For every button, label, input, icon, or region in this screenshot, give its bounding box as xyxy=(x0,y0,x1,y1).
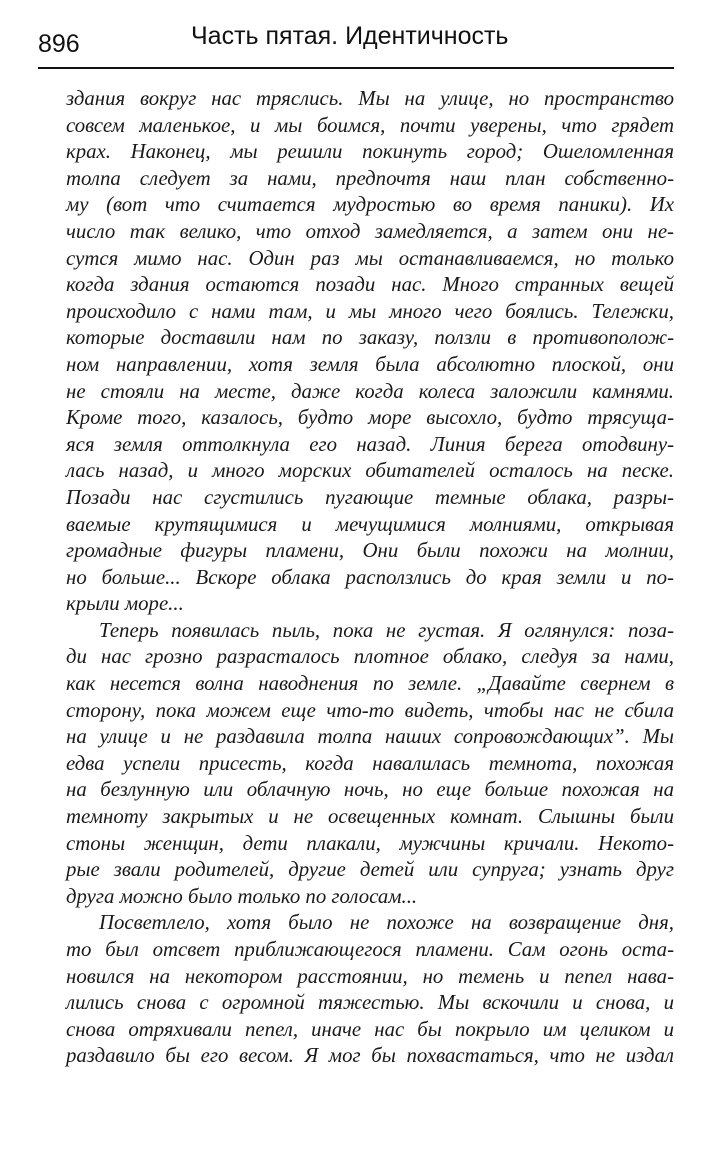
paragraph xyxy=(66,618,674,911)
text-line: не стояли на месте, даже когда колеса заложили камнями. xyxy=(66,379,674,403)
text-line: му (вот что считается мудростью во время паники). Их xyxy=(66,193,674,217)
text-line: Теперь появилась пыль, пока не густая. Я оглянулся: поза- xyxy=(99,618,674,642)
text-line: на улице и не раздавила толпа наших сопровождающих”. Мы xyxy=(66,725,674,749)
page-header xyxy=(38,20,674,60)
text-line: друга можно было только по голосам... xyxy=(66,884,418,908)
text-line: крыли море... xyxy=(66,592,184,616)
text-line: Позади нас сгустились пугающие темные облака, разры- xyxy=(66,485,674,509)
text-line: на безлунную или облачную ночь, но еще больше похожая на xyxy=(66,778,674,802)
text-line: но больше... Вскоре облака расползлись до края земли и по- xyxy=(66,565,674,589)
text-line: число так велико, что отход замедляется, а затем они не- xyxy=(66,219,674,243)
body-text xyxy=(66,86,674,1070)
text-line: сутся мимо нас. Один раз мы останавливаемся, но только xyxy=(66,246,674,270)
text-line: которые доставили нам по заказу, ползли в противополож- xyxy=(66,326,674,350)
text-line: толпа следует за нами, предпочтя наш план собственно- xyxy=(66,166,674,190)
text-line: как несется волна наводнения по земле. „Давайте свернем в xyxy=(66,672,674,696)
text-line: сторону, пока можем еще что-то видеть, чтобы нас не сбила xyxy=(66,698,674,722)
text-line: громадные фигуры пламени, Они были похожи на молнии, xyxy=(66,539,674,563)
header-rule xyxy=(38,67,674,69)
text-line: крах. Наконец, мы решили покинуть город; Ошеломленная xyxy=(66,140,674,164)
text-line: яся земля оттолкнула его назад. Линия берега отодвину- xyxy=(66,432,674,456)
text-line: едва успели присесть, когда навалилась темнота, похожая xyxy=(66,751,674,775)
page-number: 896 xyxy=(38,30,80,58)
text-line: здания вокруг нас тряслись. Мы на улице, но пространство xyxy=(66,87,674,110)
text-line: происходило с нами там, и мы много чего боялись. Тележки, xyxy=(66,299,674,323)
text-line: то был отсвет приближающегося пламени. Сам огонь оста- xyxy=(66,938,674,961)
paragraph xyxy=(66,86,674,618)
text-line: ном направлении, хотя земля была абсолютно плоской, они xyxy=(66,352,674,376)
text-line: Посветлело, хотя было не похоже на возвращение дня, xyxy=(99,911,674,935)
text-line: совсем маленькое, и мы боимся, почти уверены, что грядет xyxy=(66,113,674,137)
text-line: лились снова с огромной тяжестью. Мы вскочили и снова, и xyxy=(66,991,674,1015)
text-line: темноту закрытых и не освещенных комнат. Слышны были xyxy=(66,805,674,829)
text-line: лась назад, и много морских обитателей осталось на песке. xyxy=(66,459,674,483)
running-head: Часть пятая. Идентичность xyxy=(191,22,509,50)
text-line: Кроме того, казалось, будто море высохло, будто трясуща- xyxy=(66,406,674,430)
text-line: когда здания остаются позади нас. Много странных вещей xyxy=(66,273,674,297)
paragraph xyxy=(66,910,674,1070)
text-line: стоны женщин, дети плакали, мужчины кричали. Некото- xyxy=(66,831,674,855)
text-line: раздавило бы его весом. Я мог бы похвастаться, что не издал xyxy=(66,1044,674,1068)
text-line: снова отряхивали пепел, иначе нас бы покрыло им целиком и xyxy=(66,1017,674,1041)
text-line: ваемые крутящимися и мечущимися молниями, открывая xyxy=(66,512,674,536)
text-line: рые звали родителей, другие детей или супруга; узнать друг xyxy=(66,858,674,882)
text-line: ди нас грозно разрасталось плотное облако, следуя за нами, xyxy=(66,645,674,669)
text-line: новился на некотором расстоянии, но темень и пепел нава- xyxy=(66,964,674,988)
